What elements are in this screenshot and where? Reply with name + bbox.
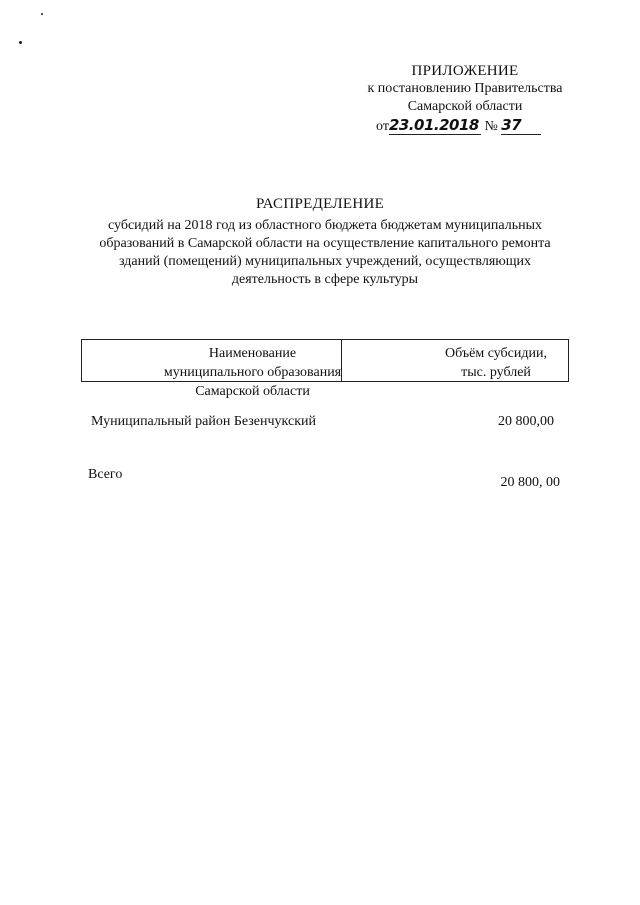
table-row-name: Муниципальный район Безенчукский — [91, 414, 317, 429]
handwritten-date: 23.01.2018 — [389, 116, 481, 135]
total-label: Всего — [88, 467, 123, 482]
column-header-name-line-3: Самарской области — [195, 384, 310, 399]
table-row-amount: 20 800,00 — [498, 414, 554, 429]
column-header-name — [82, 344, 423, 401]
document-date-number-line — [376, 116, 541, 135]
handwritten-number: 37 — [501, 116, 541, 135]
number-prefix: № — [484, 119, 498, 134]
document-subtitle: субсидий на 2018 год из областного бюджета бюджетам муниципальных образований в Самарской области на осуществление капитального ремонта зданий (помещений) муниципальных учреждений, осуществляющих деятельность в сфере культуры — [99, 218, 551, 287]
appendix-title: ПРИЛОЖЕНИЕ — [411, 63, 519, 79]
column-header-name-line-1: Наименование — [208, 346, 297, 361]
column-header-amount-line-2: тыс. рублей — [461, 365, 531, 380]
column-header-amount — [423, 344, 569, 382]
total-amount: 20 800, 00 — [500, 475, 560, 490]
appendix-header — [340, 62, 590, 116]
document-title: РАСПРЕДЕЛЕНИЕ — [255, 196, 385, 212]
scan-speck — [41, 13, 43, 15]
appendix-line-1: к постановлению Правительства — [367, 81, 563, 96]
column-header-name-line-2: муниципального образования — [163, 365, 342, 380]
column-header-amount-line-1: Объём субсидии, — [445, 346, 547, 361]
appendix-line-2: Самарской области — [407, 99, 523, 114]
scan-speck — [19, 41, 22, 44]
date-prefix: от — [376, 119, 389, 134]
